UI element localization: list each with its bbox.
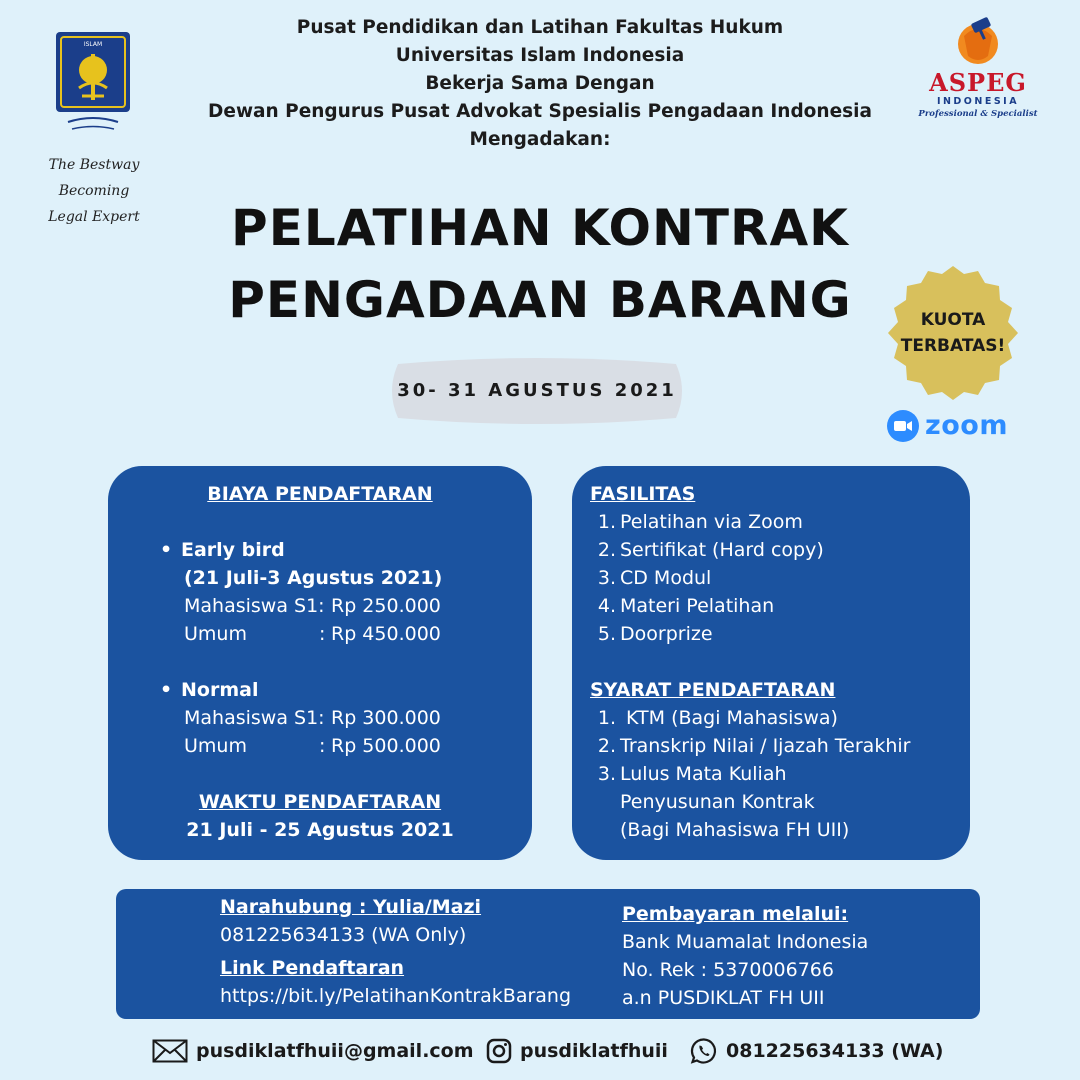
list-item: 1. KTM (Bagi Mahasiswa): [597, 707, 838, 729]
normal-umum-label: Umum: [184, 735, 247, 757]
title-line-1: PELATIHAN KONTRAK: [231, 199, 849, 257]
aspeg-tagline: Professional & Specialist: [918, 109, 1038, 119]
header-line-3: Bekerja Sama Dengan: [425, 73, 655, 94]
early-bird-bullet: •: [160, 539, 173, 561]
list-item: 5. Doorprize: [597, 623, 713, 645]
normal-mahasiswa-price: Rp 300.000: [331, 707, 441, 729]
list-item: 3. CD Modul: [597, 567, 712, 589]
contact-phone: 081225634133 (WA Only): [220, 924, 467, 946]
early-umum-sep: :: [319, 623, 326, 645]
biaya-heading: BIAYA PENDAFTARAN: [207, 483, 433, 505]
payment-heading: Pembayaran melalui:: [622, 903, 849, 925]
normal-title: Normal: [181, 679, 259, 701]
early-bird-title: Early bird: [181, 539, 285, 561]
date-pill: [386, 356, 688, 426]
event-date: 30- 31 AGUSTUS 2021: [397, 380, 677, 401]
list-item: 4. Materi Pelatihan: [597, 595, 775, 617]
header-line-2: Universitas Islam Indonesia: [395, 45, 685, 66]
registration-link[interactable]: https://bit.ly/PelatihanKontrakBarang: [220, 985, 572, 1007]
contact-heading: Narahubung : Yulia/Mazi: [220, 896, 482, 918]
header-line-4: Dewan Pengurus Pusat Advokat Spesialis Pengadaan Indonesia: [208, 101, 872, 122]
list-item: 2. Sertifikat (Hard copy): [597, 539, 824, 561]
waktu-value: 21 Juli - 25 Agustus 2021: [186, 819, 454, 841]
list-item: Penyusunan Kontrak: [620, 791, 815, 813]
gavel-head-icon: [954, 16, 1002, 70]
normal-bullet: •: [160, 679, 173, 701]
list-item: (Bagi Mahasiswa FH UII): [620, 819, 850, 841]
list-item: 2. Transkrip Nilai / Ijazah Terakhir: [597, 735, 911, 757]
whatsapp-text: 081225634133 (WA): [726, 1040, 944, 1062]
mail-icon: [152, 1039, 188, 1063]
link-heading: Link Pendaftaran: [220, 957, 405, 979]
normal-umum-sep: :: [319, 735, 326, 757]
syarat-heading: SYARAT PENDAFTARAN: [590, 679, 836, 701]
email-text: pusdiklatfhuii@gmail.com: [196, 1040, 474, 1062]
contact-card: [116, 889, 980, 1019]
organizer-header: [180, 14, 900, 154]
payment-account: No. Rek : 5370006766: [622, 959, 834, 981]
early-bird-period: (21 Juli-3 Agustus 2021): [184, 567, 443, 589]
zoom-wordmark: zoom: [925, 410, 1008, 441]
instagram-icon: [486, 1038, 512, 1064]
tagline: [14, 152, 174, 230]
fasilitas-heading: FASILITAS: [590, 483, 696, 505]
quota-badge: [884, 264, 1022, 402]
title-line-2: PENGADAAN BARANG: [228, 271, 852, 329]
early-mahasiswa-price: Rp 250.000: [331, 595, 441, 617]
uii-logo-icon: [52, 30, 134, 136]
header-line-5: Mengadakan:: [469, 129, 611, 150]
tagline-line-1: The Bestway Becoming: [48, 157, 140, 199]
normal-umum-price: Rp 500.000: [331, 735, 441, 757]
tagline-line-2: Legal Expert: [48, 209, 140, 225]
normal-mahasiswa-label: Mahasiswa S1:: [184, 707, 325, 729]
list-item: 3. Lulus Mata Kuliah: [597, 763, 787, 785]
payment-bank: Bank Muamalat Indonesia: [622, 931, 869, 953]
biaya-card: [108, 466, 532, 860]
early-umum-label: Umum: [184, 623, 247, 645]
zoom-camera-icon: [887, 410, 919, 442]
whatsapp-icon: [690, 1037, 718, 1065]
svg-text:ISLAM: ISLAM: [83, 41, 103, 48]
syarat-list: [596, 704, 910, 844]
aspeg-name: ASPEG: [929, 68, 1027, 97]
aspeg-sub: INDONESIA: [936, 96, 1020, 107]
early-mahasiswa-label: Mahasiswa S1:: [184, 595, 325, 617]
footer-whatsapp[interactable]: [690, 1036, 943, 1066]
fasilitas-card: [572, 466, 970, 860]
footer-instagram[interactable]: [486, 1036, 668, 1066]
instagram-text: pusdiklatfhuii: [520, 1040, 668, 1062]
fasilitas-list: [596, 508, 824, 648]
waktu-heading: WAKTU PENDAFTARAN: [198, 791, 442, 813]
header-line-1: Pusat Pendidikan dan Latihan Fakultas Hukum: [296, 17, 784, 38]
event-title: [200, 192, 880, 336]
payment-account-name: a.n PUSDIKLAT FH UII: [622, 987, 825, 1009]
badge-line-1: KUOTA: [920, 310, 986, 330]
zoom-logo: [887, 408, 1022, 444]
aspeg-logo: [918, 16, 1038, 126]
footer-email[interactable]: [152, 1036, 474, 1066]
badge-line-2: TERBATAS!: [900, 336, 1006, 356]
list-item: 1. Pelatihan via Zoom: [597, 511, 803, 533]
early-umum-price: Rp 450.000: [331, 623, 441, 645]
